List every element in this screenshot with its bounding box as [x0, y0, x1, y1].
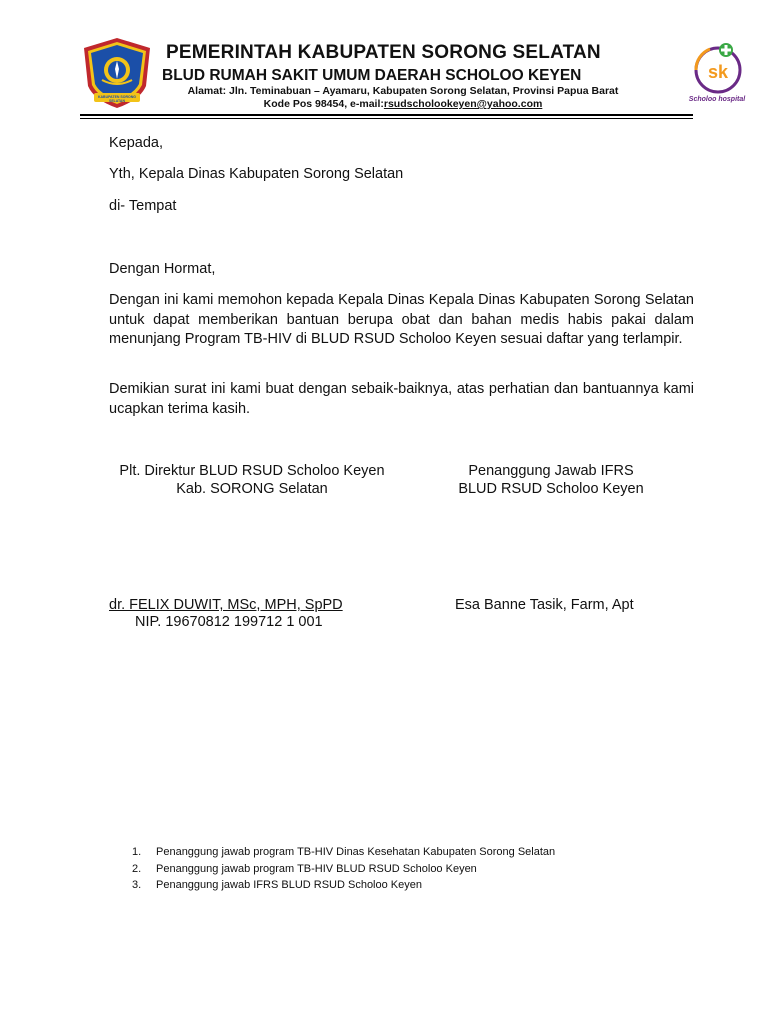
header-rule-thin: [80, 118, 693, 119]
list-item: [132, 844, 555, 861]
list-item: [132, 861, 555, 878]
right-signatory-subtitle: BLUD RSUD Scholoo Keyen: [458, 481, 644, 497]
recipient-line-3: di- Tempat: [109, 198, 177, 214]
postal-code-text: Kode Pos 98454, e-mail:: [263, 98, 384, 110]
list-number: 1.: [132, 846, 142, 858]
copy-recipients-list: [132, 844, 555, 894]
left-signatory-subtitle: Kab. SORONG Selatan: [176, 481, 328, 497]
email-link[interactable]: rsudscholookeyen@yahoo.com: [383, 98, 543, 110]
recipient-line-1: Kepada,: [109, 135, 164, 151]
list-text: Penanggung jawab program TB-HIV BLUD RSUD Scholoo Keyen: [156, 862, 477, 875]
header-rule-thick: [80, 114, 693, 116]
left-signatory-nip: NIP. 19670812 199712 1 001: [135, 614, 323, 630]
list-text: Penanggung jawab program TB-HIV Dinas Kesehatan Kabupaten Sorong Selatan: [156, 846, 556, 858]
hospital-logo-initials: sk: [707, 62, 729, 82]
body-paragraph-1: Dengan ini kami memohon kepada Kepala Dinas Kepala Dinas Kabupaten Sorong Selatan untuk dapat memberikan bantuan berupa obat dan bahan medis habis pakai dalam menunjang Program TB-HIV di BLUD RSUD Scholoo Keyen sesuai daftar yang terlampir.: [109, 292, 694, 347]
address-block: [162, 85, 644, 111]
right-signatory-name: Esa Banne Tasik, Farm, Apt: [455, 597, 634, 613]
recipient-line-2: Yth, Kepala Dinas Kabupaten Sorong Selatan: [109, 166, 404, 182]
left-signatory-title: Plt. Direktur BLUD RSUD Scholoo Keyen: [119, 463, 385, 479]
list-number: 3.: [132, 879, 142, 891]
list-text: Penanggung jawab IFRS BLUD RSUD Scholoo Keyen: [156, 879, 422, 891]
hospital-logo-caption: Scholoo hospital: [688, 96, 746, 103]
address-line: Alamat: Jln. Teminabuan – Ayamaru, Kabupaten Sorong Selatan, Provinsi Papua Barat: [187, 85, 619, 97]
right-signatory-title: Penanggung Jawab IFRS: [468, 463, 634, 479]
postal-email-line: [162, 98, 644, 111]
emblem-ribbon-text: KABUPATEN SORONG SELATAN: [98, 95, 136, 103]
left-signatory-name: dr. FELIX DUWIT, MSc, MPH, SpPD: [109, 597, 343, 613]
list-item: [132, 877, 555, 894]
hospital-title: BLUD RUMAH SAKIT UMUM DAERAH SCHOLOO KEYEN: [162, 67, 582, 84]
left-signatory-block: [104, 462, 400, 498]
greeting: Dengan Hormat,: [109, 261, 216, 277]
government-title: PEMERINTAH KABUPATEN SORONG SELATAN: [166, 42, 601, 63]
right-signatory-block: [442, 462, 660, 498]
list-number: 2.: [132, 862, 142, 875]
body-paragraph-2: Demikian surat ini kami buat dengan sebaik-baiknya, atas perhatian dan bantuannya kami ucapkan terima kasih.: [109, 381, 694, 417]
